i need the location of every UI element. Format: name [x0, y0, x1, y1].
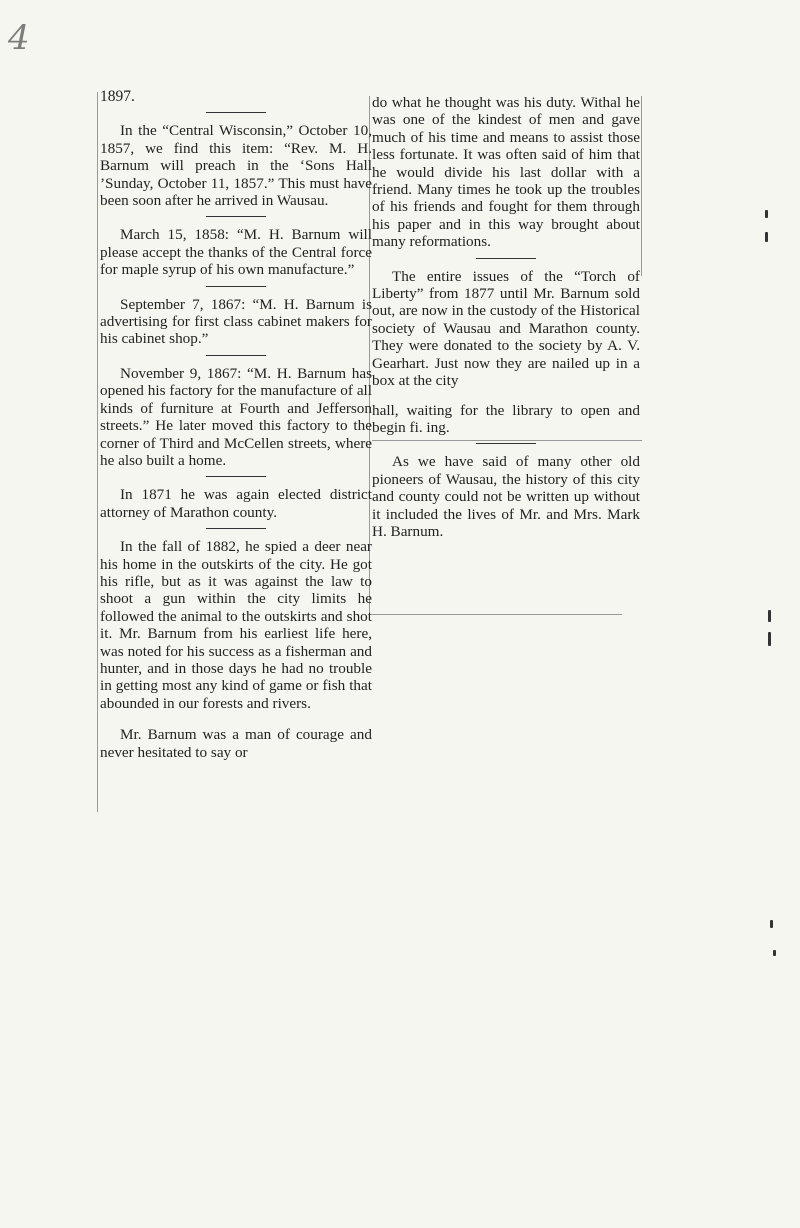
clipping-cut-line-bottom	[372, 614, 622, 615]
scan-speck	[770, 920, 773, 928]
section-divider	[476, 443, 536, 444]
paragraph-fall-1882: In the fall of 1882, he spied a deer near his home in the outskirts of the city. He got his rifle, but as it was against the law to shoot a gun within the city limits he followed the animal to the outskirts and shot it. Mr. Barnum from his earliest life here, was noted for his success as a fisherman and hunter, and in those days he had no trouble in getting most any kind of game or fish that abounded in our forests and rivers.	[100, 538, 372, 712]
paragraph-september-1867: September 7, 1867: “M. H. Barnum is advertising for first class cabinet makers for his cabinet shop.”	[100, 295, 372, 348]
paragraph-central-wisconsin: In the “Central Wisconsin,” October 10, 1857, we find this item: “Rev. M. H. Barnum will preach in the ‘Sons Hall ’Sunday, October 11, 1857.” This must have been soon after he arrived in Wausau.	[100, 122, 372, 210]
section-divider	[206, 286, 266, 287]
scan-speck	[765, 232, 768, 242]
clipping-edge-right	[641, 96, 642, 276]
section-divider	[206, 476, 266, 477]
paragraph-courage: Mr. Barnum was a man of courage and never hesitated to say or	[100, 726, 372, 761]
handwritten-page-number: 4	[8, 18, 30, 58]
clipping-edge-left	[97, 92, 98, 812]
paragraph-duty: do what he thought was his duty. Withal he was one of the kindest of men and gave much of his time and means to assist those less fortunate. It was often said of him that he would divide his last dollar with a friend. Many times he took up the troubles of his friends and fought for them through his paper and in this way brought about many reformations.	[372, 94, 640, 251]
paragraph-1871: In 1871 he was again elected district attorney of Marathon county.	[100, 486, 372, 521]
scan-speck	[765, 210, 768, 218]
scan-speck	[768, 632, 771, 646]
paragraph-march-1858: March 15, 1858: “M. H. Barnum will please accept the thanks of the Central force for maple syrup of his own manufacture.”	[100, 226, 372, 279]
scan-speck	[773, 950, 776, 956]
year-heading: 1897.	[100, 88, 135, 105]
article-column-left	[100, 88, 372, 765]
paragraph-november-1867: November 9, 1867: “M. H. Barnum has opened his factory for the manufacture of all kinds of furniture at Fourth and Jefferson streets.” He later moved this factory to the corner of Third and McCellen streets, where he also built a home.	[100, 364, 372, 469]
section-divider	[206, 216, 266, 217]
section-divider	[206, 528, 266, 529]
paragraph-pioneers: As we have said of many other old pioneers of Wausau, the history of this city and county could not be written up without it included the lives of Mr. and Mrs. Mark H. Barnum.	[372, 453, 640, 540]
section-divider	[206, 112, 266, 113]
section-divider	[476, 258, 536, 259]
scan-speck	[768, 610, 771, 622]
paragraph-city-hall: hall, waiting for the library to open and begin fi. ing.	[372, 401, 640, 436]
article-column-right	[372, 94, 640, 544]
section-divider	[206, 355, 266, 356]
paragraph-torch-of-liberty: The entire issues of the “Torch of Liberty” from 1877 until Mr. Barnum sold out, are now in the custody of the Historical society of Wausau and Marathon county. They were donated to the society by A. V. Gearhart. Just now they are nailed up in a box at the city	[372, 267, 640, 390]
